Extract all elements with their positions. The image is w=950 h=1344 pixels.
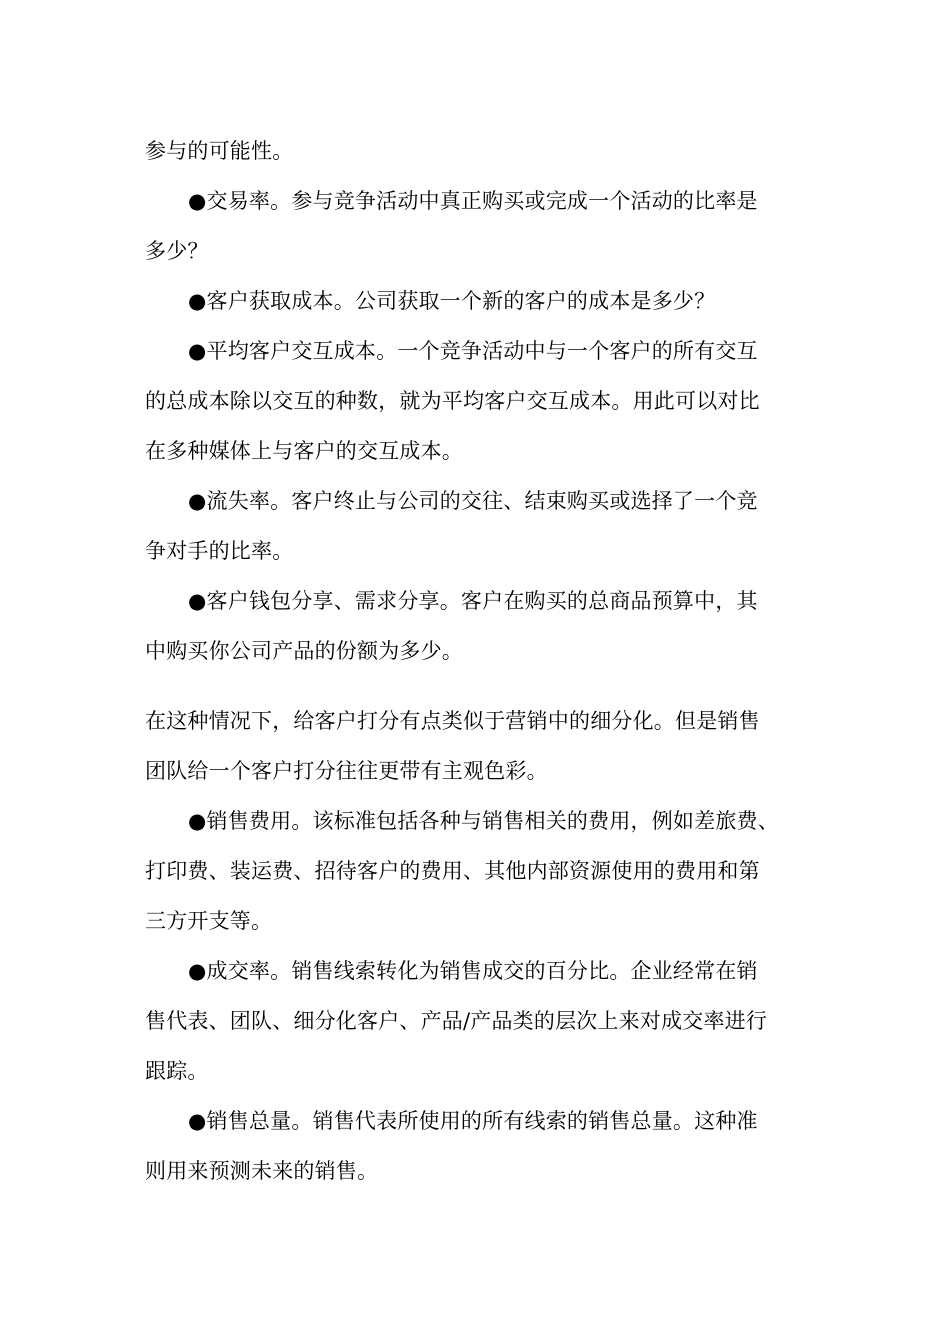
text-line: 跟踪。 <box>145 1059 209 1083</box>
text-line: 在多种媒体上与客户的交互成本。 <box>145 439 463 463</box>
bullet-line: ●客户钱包分享、需求分享。客户在购买的总商品预算中，其 <box>188 589 758 613</box>
bullet-line: ●销售总量。销售代表所使用的所有线索的销售总量。这种准 <box>188 1109 758 1133</box>
paragraph-line: 团队给一个客户打分往往更带有主观色彩。 <box>145 759 548 783</box>
text-line: 参与的可能性。 <box>145 139 294 163</box>
bullet-line: ●流失率。客户终止与公司的交往、结束购买或选择了一个竞 <box>188 489 758 513</box>
bullet-line: ●成交率。销售线索转化为销售成交的百分比。企业经常在销 <box>188 959 758 983</box>
bullet-line: ●交易率。参与竞争活动中真正购买或完成一个活动的比率是 <box>188 189 758 213</box>
bullet-line: ●销售费用。该标准包括各种与销售相关的费用，例如差旅费、 <box>188 809 779 833</box>
text-line: 的总成本除以交互的种数，就为平均客户交互成本。用此可以对比 <box>145 389 760 413</box>
text-line: 售代表、团队、细分化客户、产品/产品类的层次上来对成交率进行 <box>145 1009 768 1033</box>
bullet-line: ●平均客户交互成本。一个竞争活动中与一个客户的所有交互 <box>188 339 758 363</box>
text-line: 打印费、装运费、招待客户的费用、其他内部资源使用的费用和第 <box>145 859 760 883</box>
text-line: 争对手的比率。 <box>145 539 294 563</box>
text-line: 则用来预测未来的销售。 <box>145 1159 379 1183</box>
paragraph-line: 在这种情况下，给客户打分有点类似于营销中的细分化。但是销售 <box>145 709 760 733</box>
text-line: 三方开支等。 <box>145 909 273 933</box>
text-line: 多少？ <box>145 239 209 263</box>
bullet-line: ●客户获取成本。公司获取一个新的客户的成本是多少？ <box>188 289 716 313</box>
text-line: 中购买你公司产品的份额为多少。 <box>145 639 463 663</box>
